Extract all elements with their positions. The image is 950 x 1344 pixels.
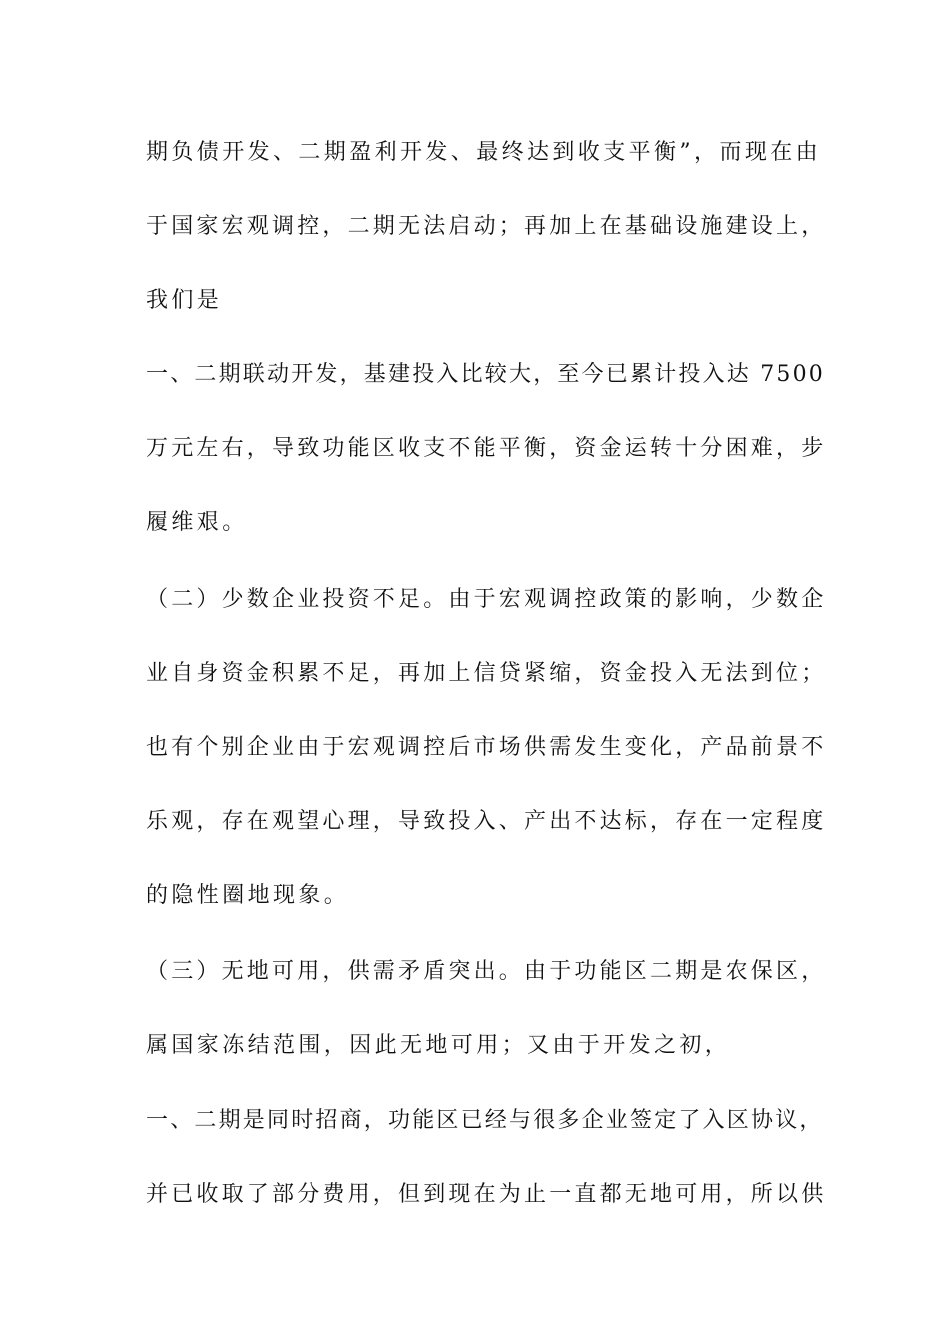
text-line: 也有个别企业由于宏观调控后市场供需发生变化，产品前景不 [146,735,827,760]
text-line: （三）无地可用，供需矛盾突出。由于功能区二期是农保区， [146,959,827,984]
text-line: 万元左右，导致功能区收支不能平衡，资金运转十分困难，步 [146,436,827,461]
text-line: 乐观，存在观望心理，导致投入、产出不达标，存在一定程度 [146,809,827,834]
text-line: 于国家宏观调控，二期无法启动；再加上在基础设施建设上， [146,214,827,239]
text-line: 的隐性圈地现象。 [146,883,350,908]
text-line: 业自身资金积累不足，再加上信贷紧缩，资金投入无法到位； [146,661,827,686]
text-line: 一、二期联动开发，基建投入比较大，至今已累计投入达 7500 [146,362,825,387]
text-line: 属国家冻结范围，因此无地可用；又由于开发之初， [146,1033,731,1058]
text-line: 一、二期是同时招商，功能区已经与很多企业签定了入区协议， [146,1108,824,1133]
text-line: 并已收取了部分费用，但到现在为止一直都无地可用，所以供 [146,1182,827,1207]
text-line: 我们是 [146,288,223,313]
text-line: 期负债开发、二期盈利开发、最终达到收支平衡”，而现在由 [146,140,822,165]
text-line: （二）少数企业投资不足。由于宏观调控政策的影响，少数企 [146,587,827,612]
text-line: 履维艰。 [146,510,248,535]
